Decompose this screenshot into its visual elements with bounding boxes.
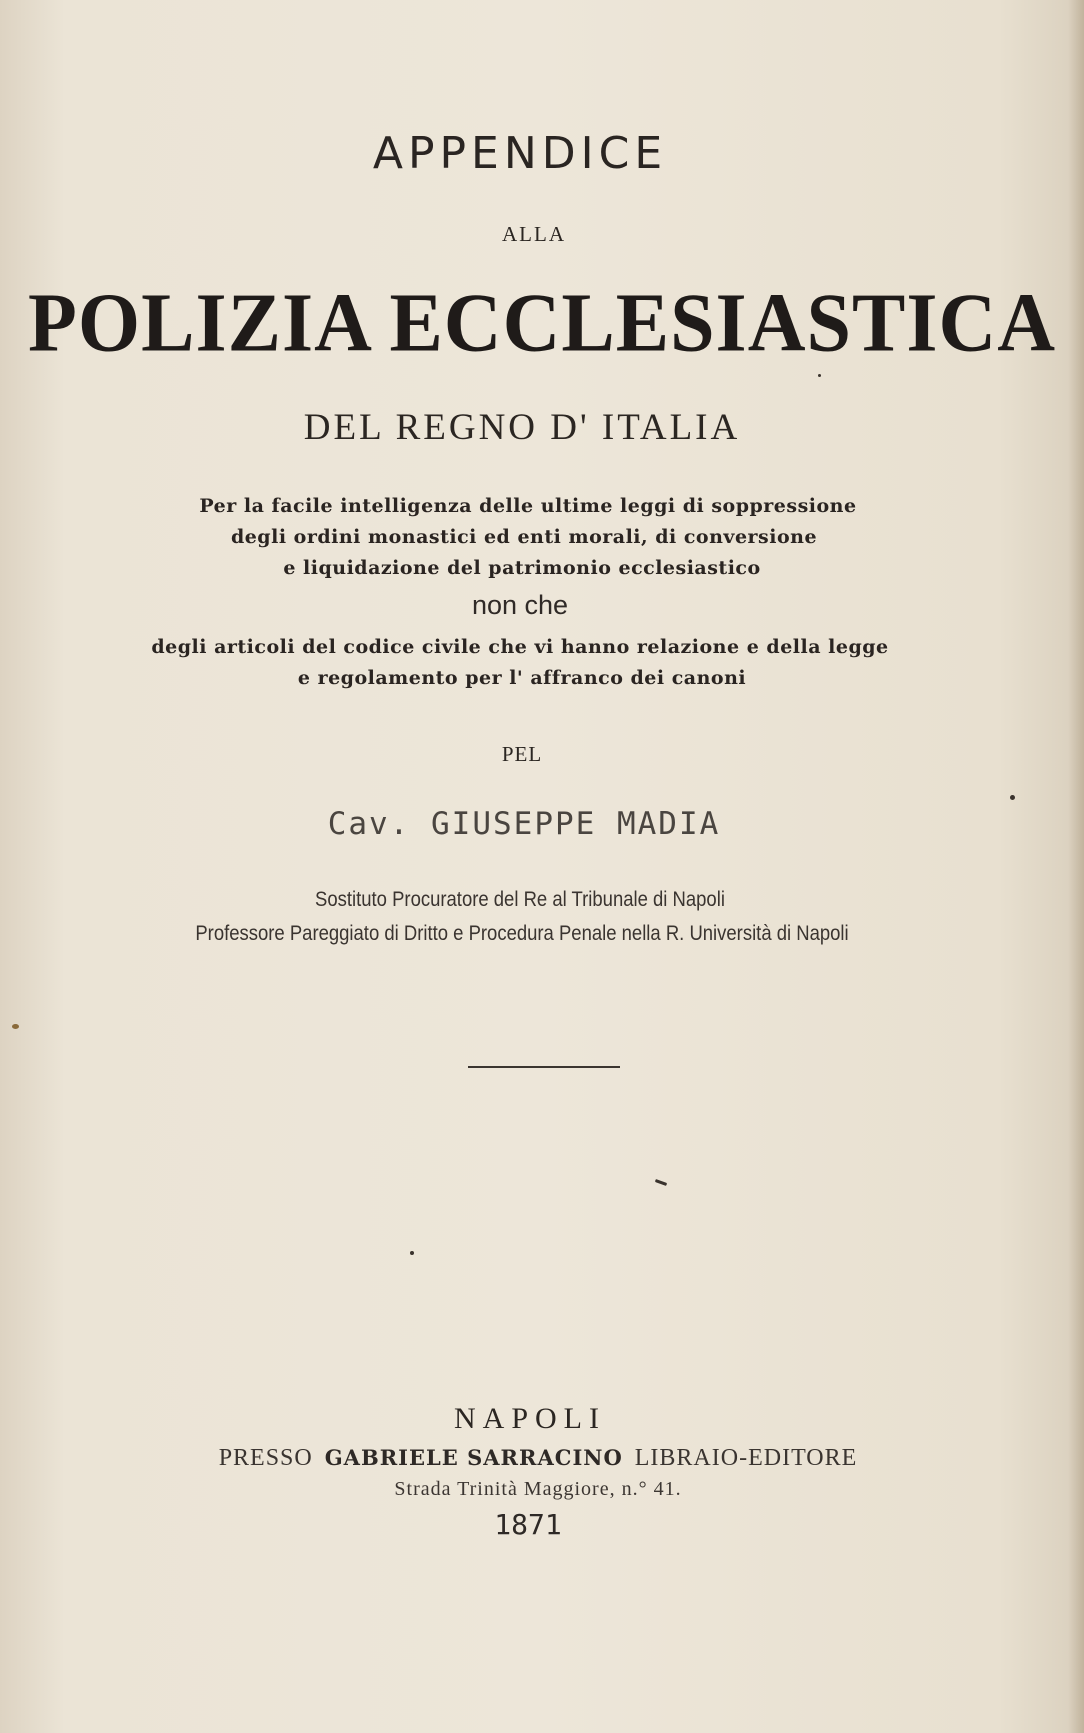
non-che-text: non che — [471, 590, 569, 620]
paper-speck — [12, 1024, 19, 1029]
description-line-5: e regolamento per l' affranco dei canoni — [297, 667, 747, 689]
author-role-1: Sostituto Procuratore del Re al Tribunale di Napoli — [315, 888, 725, 911]
author-role-2: Professore Pareggiato di Dritto e Procedura Penale nella R. Università di Napoli — [195, 922, 849, 945]
imprint-address: Strada Trinità Maggiore, n.° 41. — [394, 1478, 682, 1500]
description-line-4: degli articoli del codice civile che vi hanno relazione e della legge — [151, 636, 889, 658]
author-name: Cav. GIUSEPPE MADIA — [327, 806, 721, 842]
description-line-1: Per la facile intelligenza delle ultime leggi di soppressione — [199, 495, 857, 517]
main-title: POLIZIA ECCLESIASTICA — [28, 276, 1056, 370]
paper-speck — [410, 1251, 414, 1255]
paper-speck — [1010, 795, 1015, 800]
by-text: PEL — [501, 742, 543, 766]
subtitle: DEL REGNO D' ITALIA — [303, 407, 741, 448]
description-line-3: e liquidazione del patrimonio ecclesiastico — [283, 557, 761, 579]
publisher-prefix: PRESSO — [218, 1445, 313, 1471]
imprint-city: NAPOLI — [454, 1402, 606, 1435]
divider-rule — [468, 1066, 620, 1068]
paper-speck — [818, 374, 821, 377]
publisher-name: GABRIELE SARRACINO — [324, 1445, 623, 1470]
imprint-year: 1871 — [494, 1508, 562, 1541]
paper-speck — [655, 1179, 667, 1186]
connector-text: ALLA — [502, 222, 566, 246]
description-line-2: degli ordini monastici ed enti morali, di conversione — [230, 526, 818, 548]
heading: APPENDICE — [372, 128, 668, 179]
imprint-publisher — [0, 1445, 1080, 1472]
publisher-suffix: LIBRAIO-EDITORE — [634, 1445, 858, 1471]
